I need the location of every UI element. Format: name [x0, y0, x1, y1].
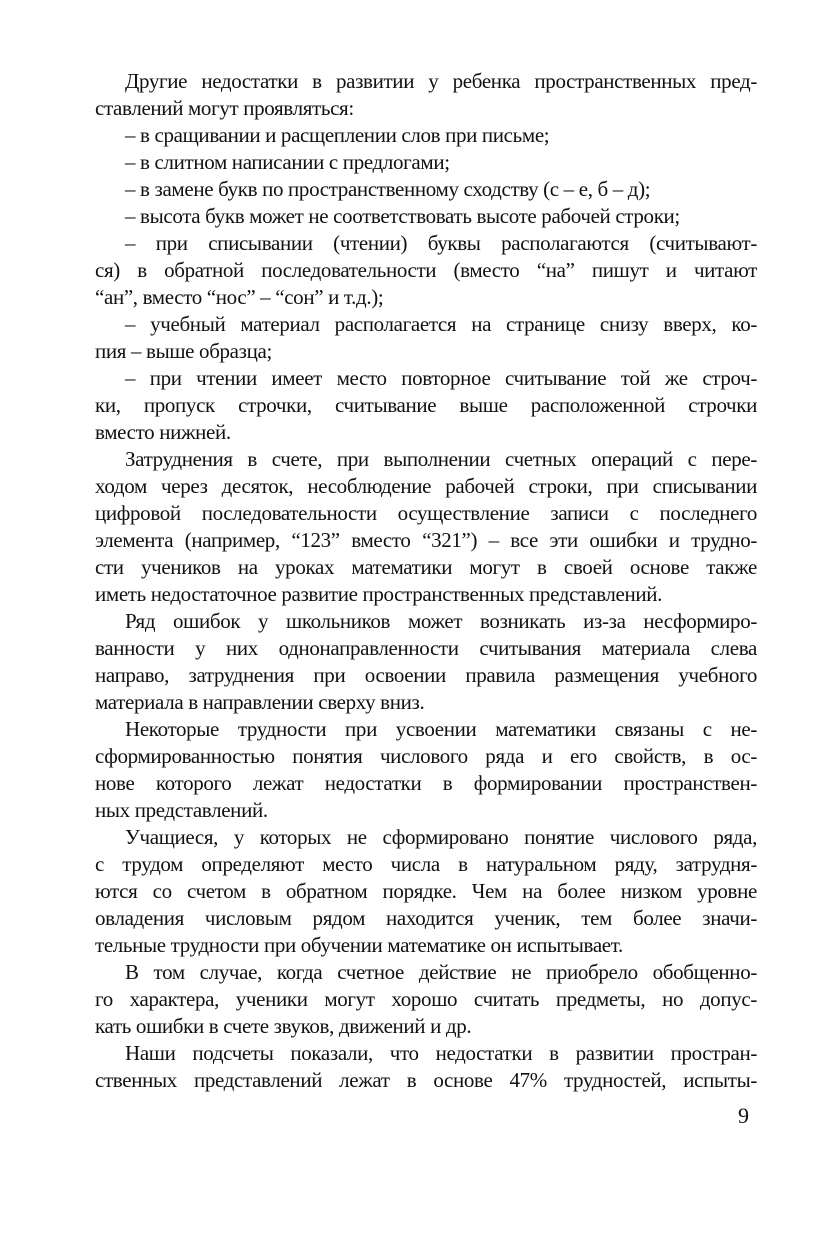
paragraph	[95, 1040, 757, 1094]
paragraph	[95, 716, 757, 824]
text-line: элемента (например, “123” вместо “321”) – все эти ошибки и трудно-	[95, 528, 757, 552]
paragraph	[95, 824, 757, 959]
text-line: тельные трудности при обучении математике он испытывает.	[95, 933, 623, 957]
paragraph	[95, 608, 757, 716]
text-line: пия – выше образца;	[95, 339, 272, 363]
text-line: кать ошибки в счете звуков, движений и др.	[95, 1014, 472, 1038]
text-line: ки, пропуск строчки, считывание выше расположенной строчки	[95, 393, 757, 417]
bullet-item	[95, 203, 757, 230]
text-line: Затруднения в счете, при выполнении счетных операций с пере-	[125, 447, 757, 471]
text-line: ставлений могут проявляться:	[95, 96, 354, 120]
text-line: – в сращивании и расщеплении слов при письме;	[125, 123, 550, 147]
text-line: – в слитном написании с предлогами;	[125, 150, 450, 174]
text-line: ванности у них однонаправленности считывания материала слева	[95, 636, 757, 660]
bullet-item	[95, 365, 757, 446]
text-line: – в замене букв по пространственному сходству (с – е, б – д);	[125, 177, 651, 201]
text-line: “ан”, вместо “нос” – “сон” и т.д.);	[95, 285, 384, 309]
bullet-item	[95, 122, 757, 149]
bullet-item	[95, 311, 757, 365]
text-line: – при чтении имеет место повторное считывание той же строч-	[125, 366, 757, 390]
bullet-item	[95, 149, 757, 176]
text-line: Ряд ошибок у школьников может возникать из-за несформиро-	[125, 609, 757, 633]
text-line: Некоторые трудности при усвоении математики связаны с не-	[125, 717, 757, 741]
text-line: иметь недостаточное развитие пространственных представлений.	[95, 582, 663, 606]
text-line: цифровой последовательности осуществление записи с последнего	[95, 501, 757, 525]
text-line: ных представлений.	[95, 798, 268, 822]
text-line: сти учеников на уроках математики могут в своей основе также	[95, 555, 757, 579]
text-line: вместо нижней.	[95, 420, 231, 444]
text-line: направо, затруднения при освоении правила размещения учебного	[95, 663, 757, 687]
text-line: ходом через десяток, несоблюдение рабочей строки, при списывании	[95, 474, 757, 498]
text-line: – учебный материал располагается на странице снизу вверх, ко-	[125, 312, 757, 336]
text-line: материала в направлении сверху вниз.	[95, 690, 425, 714]
text-line: Учащиеся, у которых не сформировано понятие числового ряда,	[125, 825, 757, 849]
text-line: Другие недостатки в развитии у ребенка пространственных пред-	[125, 69, 757, 93]
text-line: нове которого лежат недостатки в формировании пространствен-	[95, 771, 757, 795]
text-line: ся) в обратной последовательности (вместо “на” пишут и читают	[95, 258, 757, 282]
paragraph	[95, 959, 757, 1040]
paragraph	[95, 68, 757, 122]
bullet-item	[95, 230, 757, 311]
text-line: го характера, ученики могут хорошо считать предметы, но допус-	[95, 987, 757, 1011]
text-line: ются со счетом в обратном порядке. Чем на более низком уровне	[95, 879, 757, 903]
page-body	[95, 68, 757, 1094]
text-line: ственных представлений лежат в основе 47% трудностей, испыты-	[95, 1068, 757, 1092]
text-line: сформированностью понятия числового ряда и его свойств, в ос-	[95, 744, 757, 768]
text-line: Наши подсчеты показали, что недостатки в развитии простран-	[125, 1041, 757, 1065]
page-number: 9	[738, 1103, 749, 1128]
text-line: с трудом определяют место числа в натуральном ряду, затрудня-	[95, 852, 757, 876]
text-line: – при списывании (чтении) буквы располагаются (считывают-	[125, 231, 757, 255]
text-line: овладения числовым рядом находится ученик, тем более значи-	[95, 906, 757, 930]
text-line: – высота букв может не соответствовать высоте рабочей строки;	[125, 204, 680, 228]
paragraph	[95, 446, 757, 608]
bullet-item	[95, 176, 757, 203]
text-line: В том случае, когда счетное действие не приобрело обобщенно-	[125, 960, 757, 984]
